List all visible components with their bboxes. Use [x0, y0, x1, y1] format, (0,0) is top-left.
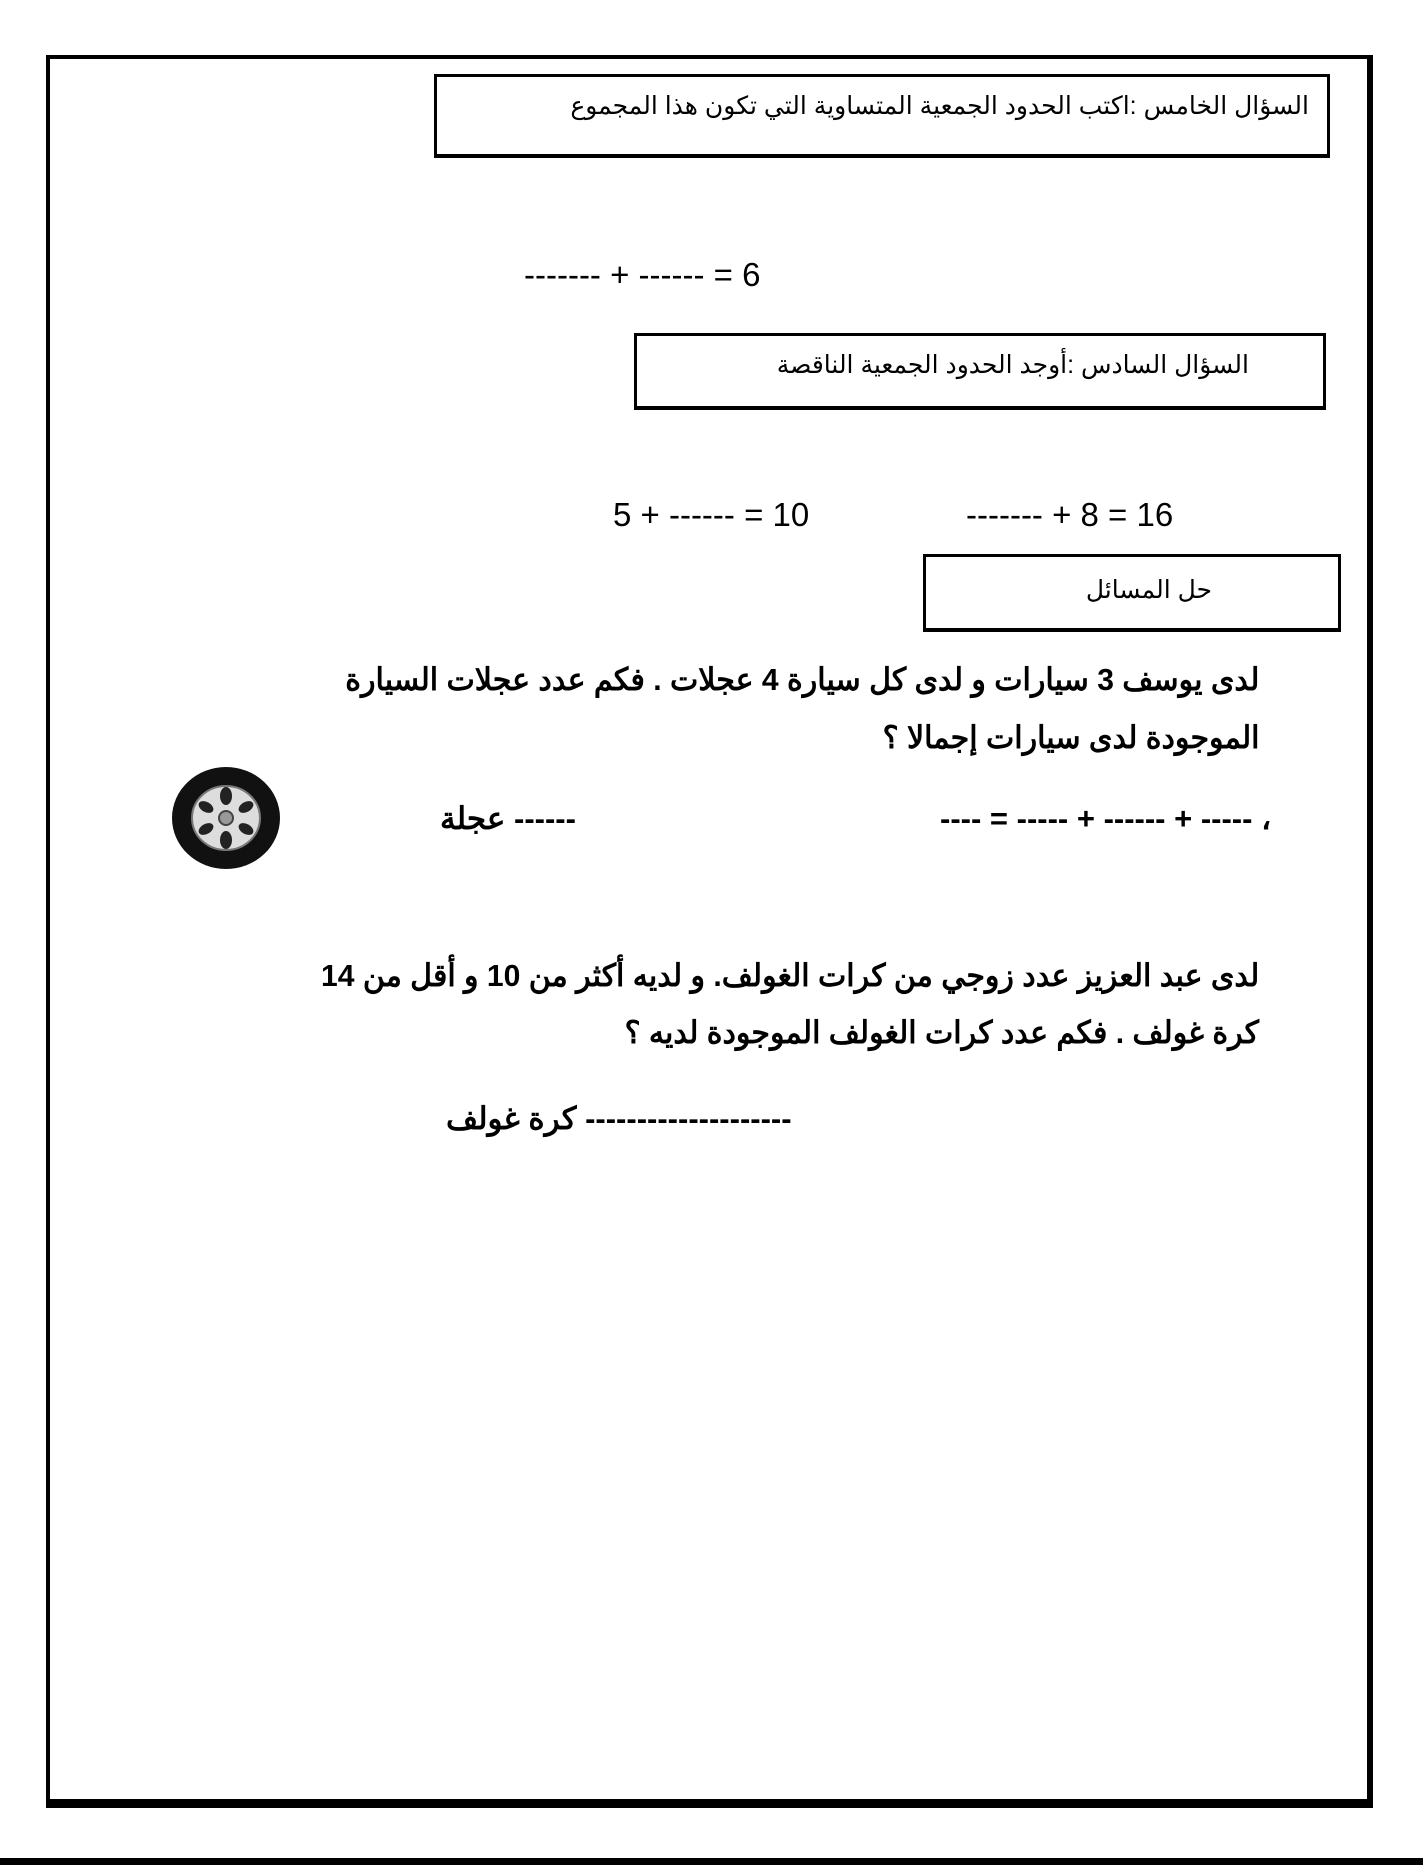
wheel-icon [170, 766, 282, 870]
problems-title: حل المسائل [1085, 576, 1212, 604]
question-6-equation-right: ------- + 8 = 16 [966, 496, 1174, 533]
problem-1-equation: ---- = ----- + ------ + ----- ، [940, 801, 1272, 836]
bottom-rule [0, 1858, 1423, 1865]
question-6-title: السؤال السادس :أوجد الحدود الجمعية الناقصة [776, 351, 1249, 379]
page-border [46, 55, 1373, 1808]
question-5-title: السؤال الخامس :اكتب الحدود الجمعية المتساوية التي تكون هذا المجموع [570, 92, 1309, 120]
problem-1-line-1: لدى يوسف 3 سيارات و لدى كل سيارة 4 عجلات . فكم عدد عجلات السيارة [344, 662, 1259, 697]
problem-2-line-1: لدى عبد العزيز عدد زوجي من كرات الغولف. و لديه أكثر من 10 و أقل من 14 [320, 958, 1259, 993]
problems-box [923, 554, 1341, 632]
question-5-equation: ------- + ------ = 6 [524, 256, 761, 293]
question-5-box [434, 74, 1330, 158]
problem-2-answer: -------------------- كرة غولف [446, 1101, 792, 1136]
problem-1-answer: ------ عجلة [440, 801, 576, 836]
question-6-box [634, 333, 1326, 410]
problem-2-line-2: كرة غولف . فكم عدد كرات الغولف الموجودة لديه ؟ [624, 1015, 1259, 1050]
problem-1-line-2: الموجودة لدى سيارات إجمالا ؟ [882, 720, 1259, 755]
question-6-equation-left: 5 + ------ = 10 [613, 496, 810, 533]
